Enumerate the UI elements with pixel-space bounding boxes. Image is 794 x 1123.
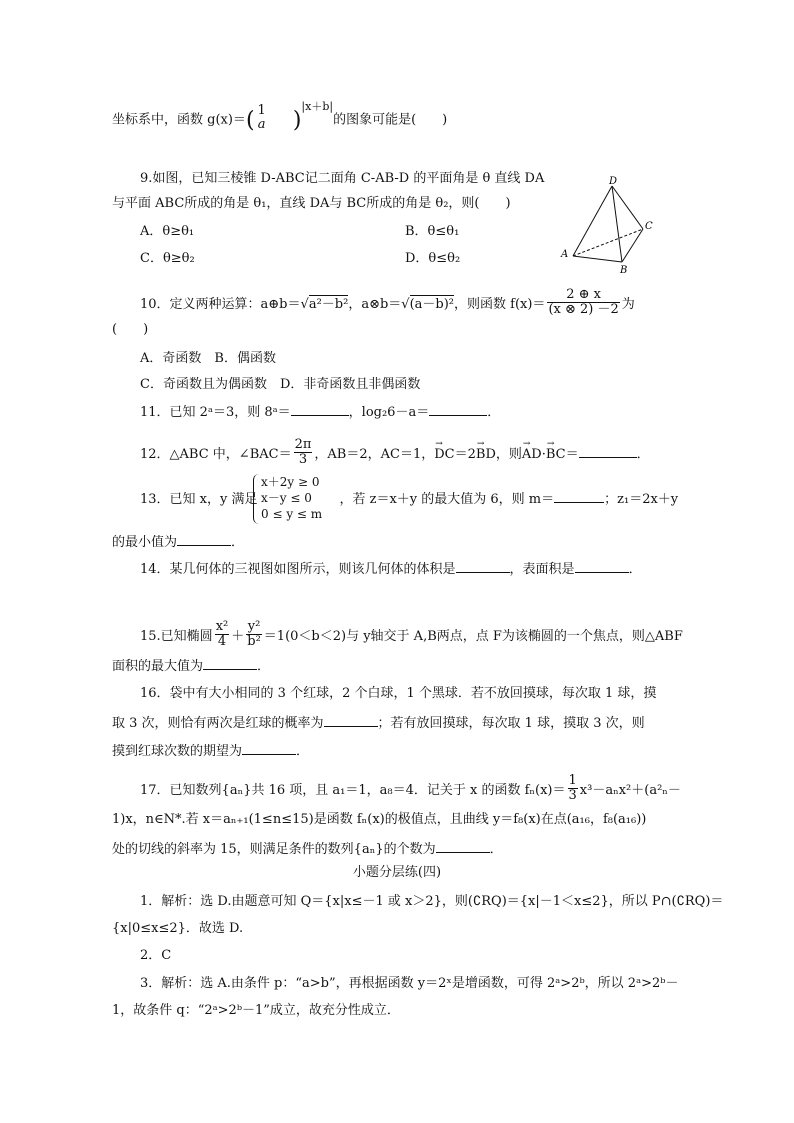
q13-stem-line2: 的最小值为 ． <box>112 535 245 550</box>
q8-stem: 坐标系中，函数 g(x)＝( 1 a )$^{|x+b|}$的图象可能是( ) <box>112 100 448 133</box>
figure-label-a: A <box>561 249 569 260</box>
q9-option-b: B．θ≤θ₁ <box>405 224 460 239</box>
q9-option-a: A．θ≥θ₁ <box>140 224 195 239</box>
figure-label-c: C <box>645 221 653 232</box>
q15-stem: 15.已知椭圆 $\frac{\text{x²}}{4}$ ＋ $\frac{\text{y²}}{\text{b²}}$ ＝1(0＜b＜2)与 y轴交于 A,B两点，点 F为该椭圆的一个焦点，则△ABF <box>140 619 683 649</box>
answer-1-line1: 1．解析：选 D.由题意可知 Q＝{x|x≤－1 或 x＞2}，则(∁RQ)＝{x|－1＜x≤2}，所以 P∩(∁RQ)＝ <box>140 894 724 909</box>
tetrahedron-figure <box>555 172 665 274</box>
answer-2: 2．C <box>140 948 172 963</box>
q16-line2: 取 3 次，则恰有两次是红球的概率为 ；若有放回摸球，每次取 1 球，摸取 3 次，则 <box>112 716 645 731</box>
figure-label-d: D <box>609 176 618 187</box>
q17-line1: 17．已知数列{aₙ}共 16 项，且 a₁＝1，a₈＝4．记关于 x 的函数 fₙ(x)＝ $\frac{1}{3}$ x³－aₙx²＋(a²ₙ－ <box>140 773 681 803</box>
section-heading: 小题分层练(四) <box>352 865 442 880</box>
q14-stem: 14．某几何体的三视图如图所示，则该几何体的体积是 ，表面积是 ． <box>140 562 642 577</box>
q10-option-ab: A．奇函数 B．偶函数 <box>140 351 276 366</box>
figure-label-b: B <box>620 265 628 274</box>
q11-stem: 11．已知 2ᵃ＝3，则 8ᵃ＝ ，log₂6－a＝ ． <box>140 405 501 420</box>
q10-stem: 10．定义两种运算：a⊕b＝√a²－b²，a⊗b＝√(a－b)²，则函数 f(x)＝ $\frac{2 \oplus x}{(x \otimes 2) -2}$ 为 <box>140 287 635 317</box>
q17-line3: 处的切线的斜率为 15，则满足条件的数列{aₙ}的个数为 ． <box>112 842 503 857</box>
answer-3-line1: 3．解析：选 A.由条件 p：“a>b”，再根据函数 y＝2ˣ是增函数，可得 2ᵃ>2ᵇ，所以 2ᵃ>2ᵇ－ <box>140 976 679 991</box>
q17-line2: 1)x，n∈N*.若 x＝aₙ₊₁(1≤n≤15)是函数 fₙ(x)的极值点，且曲线 y＝f₈(x)在点(a₁₆，f₈(a₁₆)) <box>112 812 647 827</box>
q13-brace <box>253 474 260 524</box>
q9-option-d: D．θ≤θ₂ <box>405 251 461 266</box>
q9-stem-line1: 9.如图，已知三棱锥 D-ABC记二面角 C-AB-D 的平面角是 θ 直线 DA <box>140 171 545 186</box>
q13-stem: 13．已知 x，y 满足 ，若 z＝x＋y 的最大值为 6，则 m＝ ；z₁＝2x＋y <box>140 492 679 507</box>
answer-3-line2: 1，故条件 q：“2ᵃ>2ᵇ－1”成立，故充分性成立． <box>112 1003 400 1018</box>
answer-1-line2: {x|0≤x≤2}．故选 D. <box>112 921 244 936</box>
q9-stem-line2: 与平面 ABC所成的角是 θ₁，直线 DA与 BC所成的角是 θ₂，则( ) <box>112 196 511 211</box>
q12-stem: 12．△ABC 中，∠BAC＝ $\frac{2\pi}{3}$ ，AB＝2，AC＝1，→ DC＝2→ BD，则→ AD·→ BC＝ ． <box>140 440 650 469</box>
q10-option-cd: C．奇函数且为偶函数 D．非奇函数且非偶函数 <box>140 377 421 392</box>
q15-stem-line2: 面积的最大值为 ． <box>112 659 271 674</box>
q9-option-c: C．θ≥θ₂ <box>140 251 195 266</box>
q13-system: x＋2y ≥ 0 x－y ≤ 0 0 ≤ y ≤ m <box>261 475 323 521</box>
q16-line3: 摸到红球次数的期望为 ． <box>112 744 310 759</box>
q16-line1: 16．袋中有大小相同的 3 个红球，2 个白球，1 个黑球．若不放回摸球，每次取 1 球，摸 <box>140 686 657 701</box>
q10-bracket: ( ) <box>112 322 149 337</box>
